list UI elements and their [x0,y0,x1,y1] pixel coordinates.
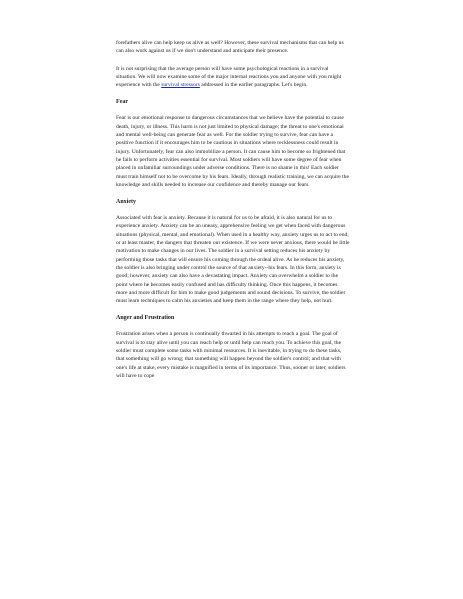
anger-frustration-heading: Anger and Frustration [116,315,175,322]
intro-paragraph-2-text-before: It is not surprising that the average person will have some psychological reactions in a survival situation. We will now examine some of the major internal reactions you and anyone with you might experience with the [116,65,342,89]
fear-paragraph: Fear is our emotional response to dangerous circumstances that we believe have the potential to cause death, injury, or illness. This harm is not just limited to physical damage; the threat to one's emotional and mental well-being can generate fear as well. For the soldier trying to survive, fear can have a positive function if it encourages him to be cautious in situations where recklessness could result in injury. Unfortunately, fear can also immobilize a person. It can cause him to become so frightened that he fails to perform activities essential for survival. Most soldiers will have some degree of fear when placed in unfamiliar surroundings under adverse conditions. There is no shame in this! Each soldier must train himself not to be overcome by his fears. Ideally, through realistic training, we can acquire the knowledge and skills needed to increase our confidence and thereby manage our fears. [116,115,349,188]
page-content [116,39,350,389]
anxiety-heading: Anxiety [116,199,136,206]
intro-paragraph-2 [116,65,350,90]
intro-paragraph-1: forefathers alive can help keep us alive as well? However, these survival mechanisms that can help us can also work against us if we don't understand and anticipate their presence. [116,40,344,55]
intro-paragraph-2-text-after: addressed in the earlier paragraphs. Let's begin. [199,82,308,89]
fear-heading: Fear [116,99,128,106]
anger-frustration-paragraph: Frustration arises when a person is continually thwarted in his attempts to reach a goal. The goal of survival is to stay alive until you can reach help or until help can reach you. To achieve this goal, the soldier must complete some tasks with minimal resources. It is inevitable, in trying to do these tasks, that something will go wrong; that something will happen beyond the soldier's control; and that with one's life at stake, every mistake is magnified in terms of its importance. Thus, sooner or later, soldiers will have to cope [116,331,346,379]
anxiety-paragraph: Associated with fear is anxiety. Because it is natural for us to be afraid, it is also natural for us to experience anxiety. Anxiety can be an uneasy, apprehensive feeling we get when faced with dangerous situations (physical, mental, and emotional). When used in a healthy way, anxiety urges us to act to end, or at least master, the dangers that threaten our existence. If we were never anxious, there would be little motivation to make changes in our lives. The soldier in a survival setting reduces his anxiety by performing those tasks that will ensure his coming through the ordeal alive. As he reduces his anxiety, the soldier is also bringing under control the source of that anxiety--his fears. In this form, anxiety is good; however, anxiety can also have a devastating impact. Anxiety can overwhelm a soldier to the point where he becomes easily confused and has difficulty thinking. Once this happens, it becomes more and more difficult for him to make good judgements and sound decisions. To survive, the soldier must learn techniques to calm his anxieties and keep them in the range where they help, not hurt. [116,215,350,305]
survival-stressors-link[interactable]: survival stressors [161,82,200,89]
